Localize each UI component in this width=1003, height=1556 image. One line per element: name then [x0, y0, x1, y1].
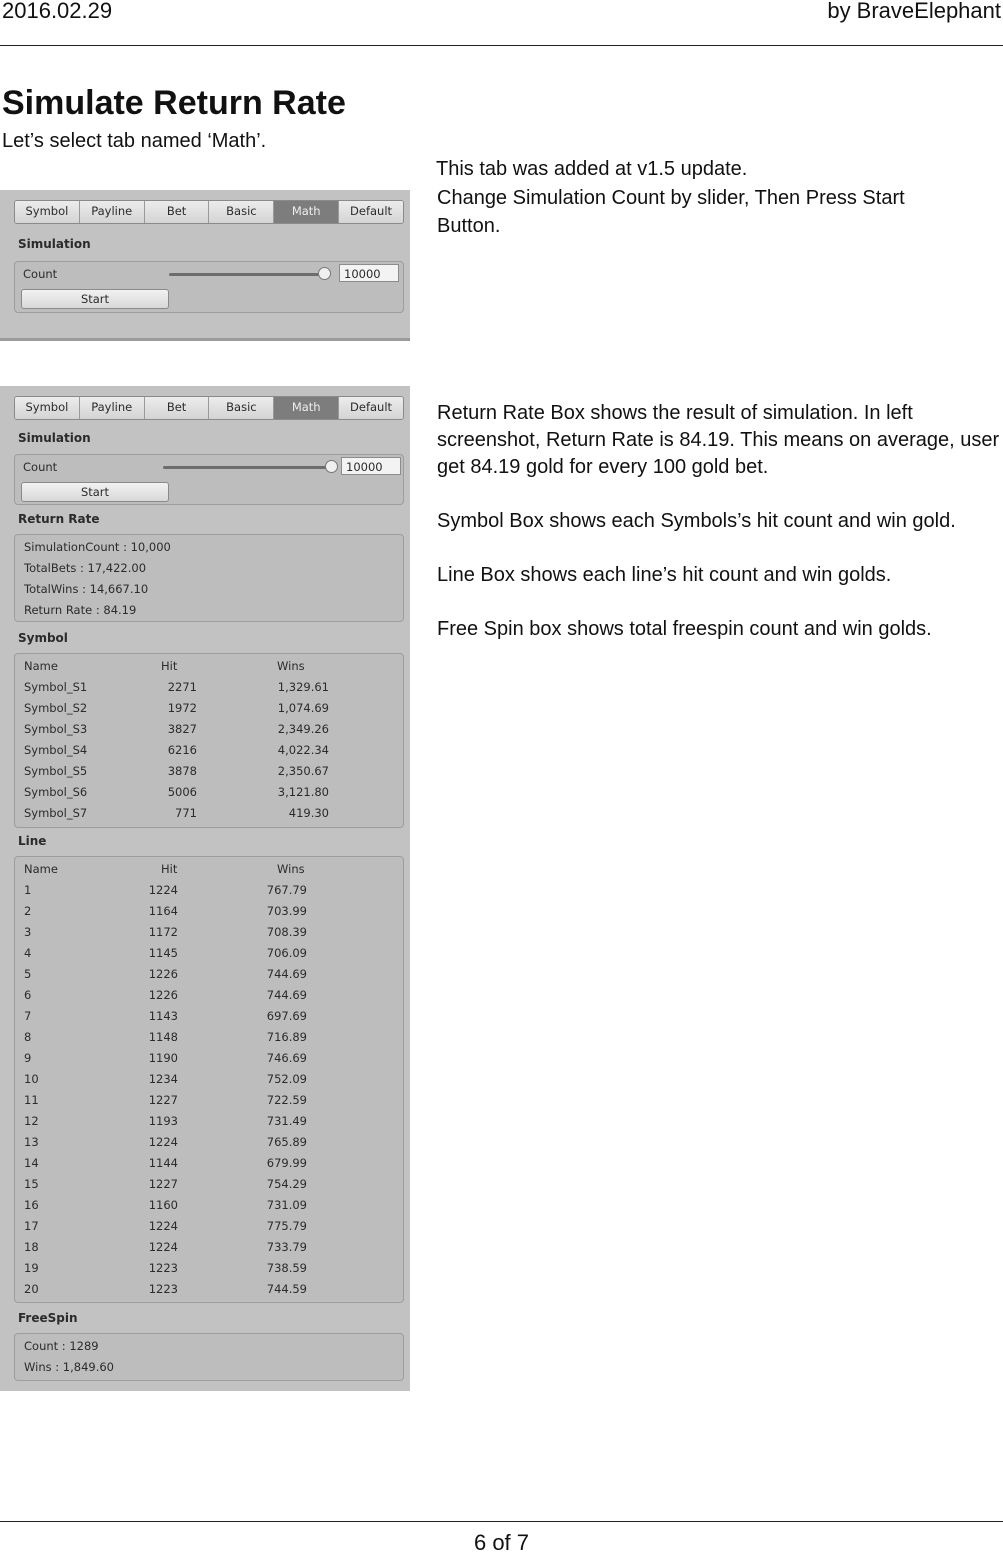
start-button[interactable]: Start — [21, 289, 169, 309]
count-label: Count — [23, 460, 58, 474]
line-row-hit: 1234 — [148, 1072, 178, 1086]
page-header — [0, 0, 1003, 46]
line-heading: Line — [18, 834, 47, 848]
tab-payline[interactable]: Payline — [80, 397, 145, 419]
symbol-row-wins: 1,074.69 — [277, 701, 329, 715]
freespin-wins: Wins : 1,849.60 — [24, 1360, 114, 1374]
line-row-name: 8 — [24, 1030, 32, 1044]
line-row-wins: 765.89 — [266, 1135, 307, 1149]
line-row-wins: 679.99 — [266, 1156, 307, 1170]
line-row-name: 10 — [24, 1072, 39, 1086]
line-col-wins: Wins — [277, 862, 305, 876]
line-row-name: 17 — [24, 1219, 39, 1233]
tab-basic[interactable]: Basic — [209, 397, 274, 419]
tab-math[interactable]: Math — [274, 201, 339, 223]
tab-bar — [14, 200, 404, 224]
line-row — [15, 925, 403, 946]
symbol-row — [15, 743, 403, 764]
line-row-name: 1 — [24, 883, 32, 897]
symbol-row-hit: 5006 — [167, 785, 197, 799]
line-row-name: 6 — [24, 988, 32, 1002]
simulation-heading: Simulation — [18, 237, 91, 251]
symbol-row — [15, 722, 403, 743]
line-row — [15, 1261, 403, 1282]
line-row-wins: 746.69 — [266, 1051, 307, 1065]
tab-bet[interactable]: Bet — [145, 201, 210, 223]
line-col-name: Name — [24, 862, 58, 876]
line-row-hit: 1224 — [148, 1135, 178, 1149]
line-row-name: 9 — [24, 1051, 32, 1065]
line-row-name: 19 — [24, 1261, 39, 1275]
count-slider[interactable] — [163, 466, 329, 469]
line-row — [15, 1030, 403, 1051]
header-author: by BraveElephant — [827, 0, 1001, 23]
line-row — [15, 1072, 403, 1093]
line-row-name: 16 — [24, 1198, 39, 1212]
rr-total-bets: TotalBets : 17,422.00 — [24, 561, 147, 575]
symbol-row-wins: 2,349.26 — [277, 722, 329, 736]
tab-bar — [14, 396, 404, 420]
line-row-name: 18 — [24, 1240, 39, 1254]
count-slider[interactable] — [169, 273, 325, 276]
line-row-hit: 1193 — [148, 1114, 178, 1128]
symbol-row-name: Symbol_S3 — [24, 722, 88, 736]
line-row-wins: 722.59 — [266, 1093, 307, 1107]
symbol-heading: Symbol — [18, 631, 68, 645]
page-number: 6 of 7 — [473, 1530, 530, 1555]
count-field[interactable]: 10000 — [341, 457, 401, 475]
return-rate-box — [14, 534, 404, 622]
explanation-symbol: Symbol Box shows each Symbols’s hit count and win gold. — [437, 510, 956, 532]
line-row-hit: 1226 — [148, 988, 178, 1002]
line-row-wins: 752.09 — [266, 1072, 307, 1086]
line-row-hit: 1143 — [148, 1009, 178, 1023]
symbol-row-name: Symbol_S2 — [24, 701, 88, 715]
inspector-screenshot-small — [0, 190, 410, 341]
symbol-row-wins: 1,329.61 — [277, 680, 329, 694]
line-row — [15, 1051, 403, 1072]
symbol-row-wins: 2,350.67 — [277, 764, 329, 778]
line-col-hit: Hit — [161, 862, 178, 876]
line-row — [15, 883, 403, 904]
line-row-name: 14 — [24, 1156, 39, 1170]
line-row-name: 4 — [24, 946, 32, 960]
line-row-wins: 744.59 — [266, 1282, 307, 1296]
line-row — [15, 904, 403, 925]
symbol-box — [14, 653, 404, 828]
line-row — [15, 1219, 403, 1240]
explanation-text — [437, 400, 1003, 670]
line-row — [15, 1177, 403, 1198]
line-row-hit: 1224 — [148, 1240, 178, 1254]
line-row-wins: 697.69 — [266, 1009, 307, 1023]
count-slider-knob[interactable] — [325, 460, 338, 473]
line-row-hit: 1227 — [148, 1093, 178, 1107]
symbol-row-name: Symbol_S1 — [24, 680, 88, 694]
line-row-wins: 731.49 — [266, 1114, 307, 1128]
line-row-hit: 1148 — [148, 1030, 178, 1044]
line-row-name: 7 — [24, 1009, 32, 1023]
symbol-row — [15, 785, 403, 806]
line-row-hit: 1227 — [148, 1177, 178, 1191]
simulation-heading: Simulation — [18, 431, 91, 445]
line-row — [15, 988, 403, 1009]
tab-payline[interactable]: Payline — [80, 201, 145, 223]
intro-text: Let’s select tab named ‘Math’. — [2, 130, 267, 152]
freespin-heading: FreeSpin — [18, 1311, 78, 1325]
line-row-hit: 1172 — [148, 925, 178, 939]
symbol-row-hit: 3878 — [167, 764, 197, 778]
explanation-return-rate: Return Rate Box shows the result of simulation. In left screenshot, Return Rate is 84.19. This means on average, user get 84.19 gold for every 100 gold bet. — [437, 402, 1000, 478]
symbol-row-name: Symbol_S7 — [24, 806, 88, 820]
start-button[interactable]: Start — [21, 482, 169, 502]
line-row — [15, 1156, 403, 1177]
symbol-row-wins: 3,121.80 — [277, 785, 329, 799]
line-row-wins: 775.79 — [266, 1219, 307, 1233]
line-row-name: 13 — [24, 1135, 39, 1149]
line-row-name: 15 — [24, 1177, 39, 1191]
rr-total-wins: TotalWins : 14,667.10 — [24, 582, 149, 596]
symbol-row — [15, 764, 403, 785]
count-label: Count — [23, 267, 58, 281]
line-row-wins: 754.29 — [266, 1177, 307, 1191]
line-row-name: 2 — [24, 904, 32, 918]
tab-default[interactable]: Default — [339, 397, 403, 419]
line-row-name: 11 — [24, 1093, 39, 1107]
line-row-name: 5 — [24, 967, 32, 981]
freespin-count: Count : 1289 — [24, 1339, 99, 1353]
line-row-hit: 1226 — [148, 967, 178, 981]
symbol-row-hit: 6216 — [167, 743, 197, 757]
line-row-wins: 706.09 — [266, 946, 307, 960]
tab-symbol[interactable]: Symbol — [15, 397, 80, 419]
symbol-row-name: Symbol_S5 — [24, 764, 88, 778]
line-row — [15, 1240, 403, 1261]
line-row-wins: 731.09 — [266, 1198, 307, 1212]
rr-simulation-count: SimulationCount : 10,000 — [24, 540, 171, 554]
symbol-row-hit: 3827 — [167, 722, 197, 736]
line-row-hit: 1223 — [148, 1282, 178, 1296]
symbol-row-hit: 1972 — [167, 701, 197, 715]
line-row — [15, 1135, 403, 1156]
count-field[interactable]: 10000 — [339, 264, 399, 282]
line-row-hit: 1164 — [148, 904, 178, 918]
line-row-wins: 716.89 — [266, 1030, 307, 1044]
symbol-row-name: Symbol_S6 — [24, 785, 88, 799]
tab-basic[interactable]: Basic — [209, 201, 274, 223]
rr-return-rate: Return Rate : 84.19 — [24, 603, 137, 617]
line-row — [15, 1282, 403, 1303]
tab-symbol[interactable]: Symbol — [15, 201, 80, 223]
line-row-hit: 1160 — [148, 1198, 178, 1212]
explanation-freespin: Free Spin box shows total freespin count and win golds. — [437, 618, 932, 640]
line-row-wins: 733.79 — [266, 1240, 307, 1254]
symbol-col-name: Name — [24, 659, 58, 673]
tab-bet[interactable]: Bet — [145, 397, 210, 419]
line-row-name: 20 — [24, 1282, 39, 1296]
symbol-col-wins: Wins — [277, 659, 305, 673]
symbol-row — [15, 701, 403, 722]
symbol-row — [15, 680, 403, 701]
symbol-row-hit: 771 — [175, 806, 197, 820]
page-title: Simulate Return Rate — [2, 84, 346, 122]
line-row — [15, 1093, 403, 1114]
symbol-row-wins: 4,022.34 — [277, 743, 329, 757]
inspector-screenshot-full — [0, 386, 410, 1391]
symbol-row-wins: 419.30 — [288, 806, 329, 820]
simulation-box — [14, 454, 404, 505]
line-row — [15, 946, 403, 967]
line-row-wins: 744.69 — [266, 967, 307, 981]
symbol-row-name: Symbol_S4 — [24, 743, 88, 757]
explanation-line: Line Box shows each line’s hit count and win golds. — [437, 564, 892, 586]
freespin-box — [14, 1333, 404, 1381]
symbol-row — [15, 806, 403, 827]
line-row-hit: 1224 — [148, 883, 178, 897]
page-footer — [0, 1521, 1003, 1555]
line-row-wins: 744.69 — [266, 988, 307, 1002]
return-rate-heading: Return Rate — [18, 512, 100, 526]
line-row — [15, 1114, 403, 1135]
line-row-wins: 738.59 — [266, 1261, 307, 1275]
tab-default[interactable]: Default — [339, 201, 403, 223]
line-row-hit: 1224 — [148, 1219, 178, 1233]
line-row — [15, 1009, 403, 1030]
line-row-name: 3 — [24, 925, 32, 939]
line-row-hit: 1144 — [148, 1156, 178, 1170]
line-row-hit: 1145 — [148, 946, 178, 960]
line-box — [14, 856, 404, 1303]
symbol-col-hit: Hit — [161, 659, 178, 673]
line-row-hit: 1223 — [148, 1261, 178, 1275]
line-row-wins: 703.99 — [266, 904, 307, 918]
line-row — [15, 1198, 403, 1219]
line-row-wins: 767.79 — [266, 883, 307, 897]
line-row — [15, 967, 403, 988]
para1-line1: This tab was added at v1.5 update. — [436, 158, 748, 180]
para1-line2: Change Simulation Count by slider, Then Press Start Button. — [437, 187, 905, 237]
simulation-box — [14, 261, 404, 313]
tab-math[interactable]: Math — [274, 397, 339, 419]
line-row-name: 12 — [24, 1114, 39, 1128]
line-row-wins: 708.39 — [266, 925, 307, 939]
symbol-row-hit: 2271 — [167, 680, 197, 694]
line-row-hit: 1190 — [148, 1051, 178, 1065]
count-slider-knob[interactable] — [318, 267, 331, 280]
header-date: 2016.02.29 — [2, 0, 113, 23]
